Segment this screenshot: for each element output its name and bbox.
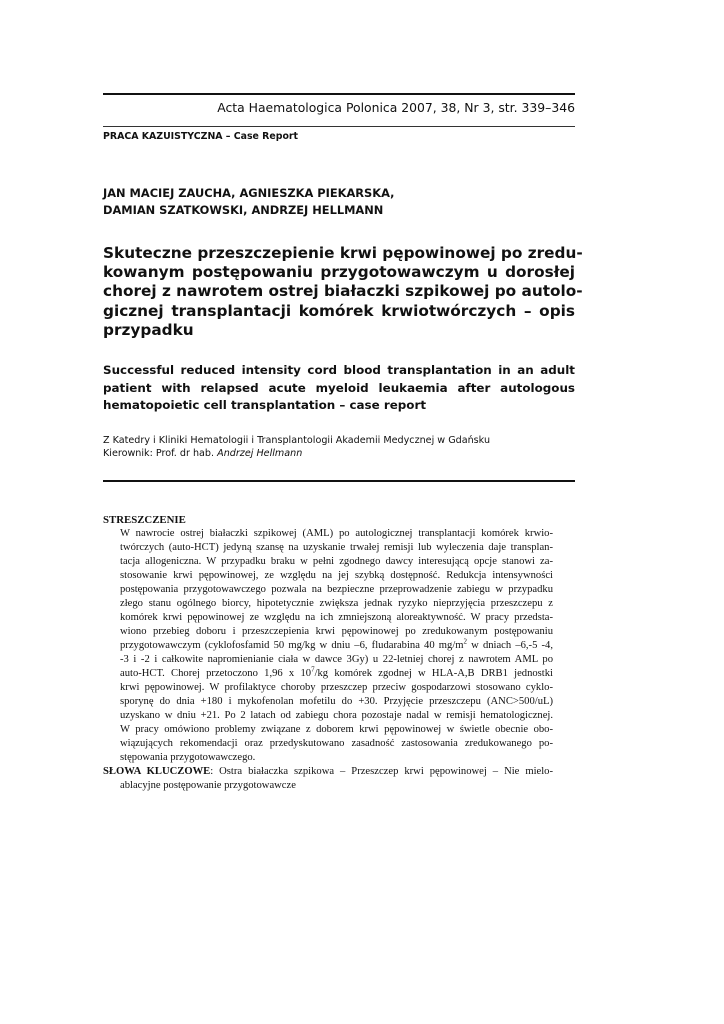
title-line: chorej z nawrotem ostrej białaczki szpikowej po autolo- xyxy=(103,282,583,301)
abstract-text: w dniach –6,-5 -4, xyxy=(467,640,553,651)
head-label: Kierownik: Prof. dr hab. xyxy=(103,448,218,459)
author-list xyxy=(103,185,394,219)
author-line: DAMIAN SZATKOWSKI, ANDRZEJ HELLMANN xyxy=(103,203,384,217)
abstract-line: tacja allogeniczna. W przypadku braku w pełni zgodnego dawcy interesującą opcje stanowi za- xyxy=(120,556,553,567)
superscript: 7 xyxy=(311,665,315,674)
head-name: Andrzej Hellmann xyxy=(217,448,303,459)
author-line: JAN MACIEJ ZAUCHA, AGNIESZKA PIEKARSKA, xyxy=(103,186,395,200)
abstract-line: krwi pępowinowej. W profilaktyce choroby przeszczep przeciw gospodarzowi stosowano cyklo- xyxy=(120,682,553,693)
title-line: Skuteczne przeszczepienie krwi pępowinowej po zredu- xyxy=(103,244,583,262)
keywords-line: ablacyjne postępowanie przygotowawcze xyxy=(120,780,296,791)
abstract-line: wiono przebieg doboru i przeszczepienia krwi pępowinowej po zredukowanym postępowaniu xyxy=(120,626,553,637)
abstract-line: twórczych (auto-HCT) jedyną szansę na uzyskanie trwałej remisji lub wyleczenia daje transplan- xyxy=(120,542,553,553)
abstract-line xyxy=(120,639,553,653)
title-line: patient with relapsed acute myeloid leukaemia after autologous xyxy=(103,380,575,395)
superscript: 2 xyxy=(463,637,468,646)
abstract-body xyxy=(103,527,553,765)
keywords-label: SŁOWA KLUCZOWE xyxy=(103,766,211,777)
head-of-department xyxy=(103,447,490,460)
abstract-line: uzyskano w dniu +21. Po 2 latach od zabiegu chora pozostaje nadal w remisji hematologicznej. xyxy=(120,710,553,721)
abstract-line: sporynę do dnia +180 i mykofenolan mofetilu do +30. Przyjęcie przeszczepu (ANC>500/uL) xyxy=(120,696,553,707)
affiliation-rule xyxy=(103,480,575,482)
keywords xyxy=(103,765,553,793)
abstract-line: W pracy omówiono problemy związane z doborem krwi pępowinowej w świetle obecnie obo- xyxy=(120,724,553,735)
title-polish xyxy=(103,244,583,340)
abstract-text: /kg komórek zgodnej w HLA-A,B DRB1 jednostki xyxy=(314,668,553,679)
title-english xyxy=(103,362,575,415)
article-type: PRACA KAZUISTYCZNA – Case Report xyxy=(103,131,299,142)
title-line: Successful reduced intensity cord blood transplantation in an adult xyxy=(103,363,575,377)
abstract-text: auto-HCT. Chorej przetoczono 1,96 x 10 xyxy=(120,668,312,679)
keywords-text: : Ostra białaczka szpikowa – Przeszczep krwi pępowinowej – Nie mielo- xyxy=(210,766,553,777)
abstract-line: stosowanie krwi pępowinowej, ze względu na jej szybką dostępność. Redukcja intensywności xyxy=(120,570,553,581)
title-line: gicznej transplantacji komórek krwiotwórczych – opis xyxy=(103,301,575,320)
abstract-line: W nawrocie ostrej białaczki szpikowej (AML) po autologicznej transplantacji komórek krwio- xyxy=(120,528,553,539)
top-rule xyxy=(103,93,575,95)
affiliation-line: Z Katedry i Kliniki Hematologii i Transplantologii Akademii Medycznej w Gdańsku xyxy=(103,435,491,446)
abstract-heading: STRESZCZENIE xyxy=(103,514,186,526)
journal-citation: Acta Haematologica Polonica 2007, 38, Nr 3, str. 339–346 xyxy=(217,100,575,115)
abstract-line: stępowania przygotowawczego. xyxy=(120,752,256,763)
abstract-line: wiązujących rekomendacji oraz przedyskutowano zasadność zastosowania zredukowanego po- xyxy=(120,738,553,749)
keywords-line xyxy=(103,765,553,779)
abstract-line: postępowania przygotowawczego pozwala na bezpieczne przeprowadzenie zabiegu w przypadku xyxy=(120,584,553,595)
title-line: kowanym postępowaniu przygotowawczym u dorosłej xyxy=(103,263,575,282)
abstract-line: złego stanu ogólnego biorcy, hipotetycznie zwiększa jednak ryzyko nieprzyjęcia przeszczepu z xyxy=(120,598,553,609)
title-line: hematopoietic cell transplantation – case report xyxy=(103,398,426,412)
abstract-line: komórek krwi pępowinowej ze względu na ich zmniejszoną aloreaktywność. W pracy przedsta- xyxy=(120,612,553,623)
affiliation xyxy=(103,434,490,460)
abstract-line xyxy=(120,667,553,681)
header-rule xyxy=(103,126,575,127)
abstract xyxy=(103,513,553,793)
title-line: przypadku xyxy=(103,320,194,339)
abstract-line: -3 i -2 i całkowite napromienianie ciała w dawce 3Gy) u 22-letniej chorej z nawrotem AML po xyxy=(120,654,553,665)
abstract-text: przygotowawczym (cyklofosfamid 50 mg/kg w dniu –6, fludarabina 40 mg/m xyxy=(120,640,464,651)
